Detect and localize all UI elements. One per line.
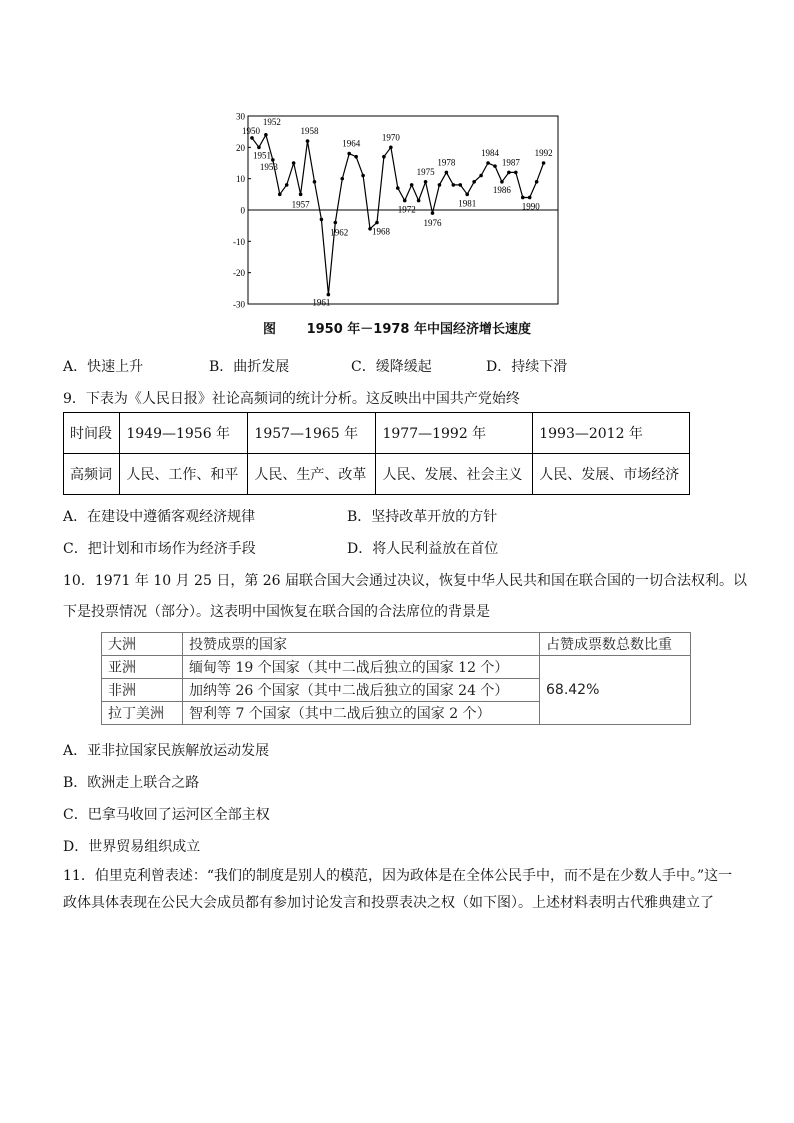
q10-option-c[interactable]: C．巴拿马收回了运河区全部主权 [63,807,270,823]
chart-title: 1950 年－1978 年中国经济增长速度 [306,322,531,337]
table-row [102,656,691,679]
q10-table [101,632,691,725]
y-tick-label: -30 [233,299,245,310]
q8-option-a[interactable]: A．快速上升 [63,359,144,375]
data-point [320,218,324,222]
data-point [445,171,449,175]
q9-table [63,412,690,495]
data-point [500,180,504,184]
figure-label: 图 [263,322,277,337]
table-cell: 亚洲 [102,656,183,679]
point-label: 1992 [534,148,553,158]
q9-option-a[interactable]: A．在建设中遵循客观经济规律 [63,509,256,525]
point-label: 1961 [312,297,331,308]
data-point [375,221,379,225]
q9-option-d[interactable]: D．将人民利益放在首位 [347,541,499,557]
table-cell: 拉丁美洲 [102,702,183,725]
table-cell: 人民、生产、改革 [248,454,376,495]
data-point [361,174,365,178]
y-tick-label: -20 [233,268,245,279]
growth-line-chart [228,112,562,312]
data-point [285,183,289,187]
table-cell: 1957—1965 年 [248,413,376,454]
table-cell: 人民、发展、市场经济 [533,454,690,495]
point-labels [242,117,553,308]
data-point [340,177,344,181]
point-label: 1962 [330,227,349,238]
data-point [514,171,518,175]
point-label: 1953 [259,161,278,172]
data-point [410,183,414,187]
table-cell: 智利等 7 个国家（其中二战后独立的国家 2 个） [183,702,540,725]
point-label: 1964 [342,138,361,149]
table-header-cell: 占赞成票数总数比重 [540,633,691,656]
data-point [417,199,421,203]
y-tick-label: 30 [236,112,245,122]
q10-stem-line2: 下是投票情况（部分）。这表明中国恢复在联合国的合法席位的背景是 [63,604,490,620]
point-label: 1976 [423,218,442,229]
table-cell: 高频词 [64,454,120,495]
table-cell: 缅甸等 19 个国家（其中二战后独立的国家 12 个） [183,656,540,679]
table-cell: 时间段 [64,413,120,454]
data-point [313,180,317,184]
chart-caption [0,318,794,337]
point-label: 1986 [492,184,511,195]
y-tick-label: 20 [236,142,245,153]
series-line [252,135,544,295]
q8-option-b[interactable]: B．曲折发展 [209,359,290,375]
table-cell: 1993—2012 年 [533,413,690,454]
table-cell: 人民、发展、社会主义 [376,454,533,495]
point-label: 1952 [262,116,281,127]
table-cell: 1949—1956 年 [120,413,248,454]
point-label: 1970 [381,132,400,143]
q9-option-b[interactable]: B．坚持改革开放的方针 [347,509,498,525]
table-cell: 非洲 [102,679,183,702]
data-point [347,152,351,156]
y-tick-label: -10 [233,236,245,247]
q9-option-c[interactable]: C．把计划和市场作为经济手段 [63,541,256,557]
data-point [507,171,511,175]
q8-option-d[interactable]: D．持续下滑 [486,359,568,375]
y-tick-label: 0 [240,205,245,216]
y-tick-label: 10 [236,174,245,185]
q10-stem-line1: 10．1971 年 10 月 25 日，第 26 届联合国大会通过决议，恢复中华人民共和国在联合国的一切合法权利。以 [63,573,748,589]
data-point [327,293,331,297]
point-label: 1981 [458,198,477,209]
point-label: 1958 [300,126,319,137]
point-label: 1978 [437,157,456,168]
data-point [438,183,442,187]
data-point [535,180,539,184]
data-point [479,174,483,178]
point-label: 1968 [371,226,390,237]
table-header-cell: 投赞成票的国家 [183,633,540,656]
ratio-cell: 68.42% [540,656,691,725]
point-label: 1972 [397,204,416,215]
data-point [528,196,532,200]
point-label: 1957 [291,199,310,210]
data-point [396,186,400,190]
data-point [403,199,407,203]
data-point [299,193,303,197]
data-point [458,183,462,187]
data-point [542,161,546,165]
point-label: 1987 [501,157,520,168]
data-point [306,139,310,143]
q10-option-a[interactable]: A．亚非拉国家民族解放运动发展 [63,743,270,759]
table-row [64,454,690,495]
q11-stem: 11．伯里克利曾表述：“我们的制度是别人的模范，因为政体是在全体公民手中，而不是在少数人手中。”这一政体具体表现在公民大会成员都有参加讨论发言和投票表决之权（如下图）。上述材料表明古代雅典建立了 [63,868,733,911]
point-label: 1975 [416,166,435,177]
table-cell: 人民、工作、和平 [120,454,248,495]
table-row [64,413,690,454]
table-header-row [102,633,691,656]
data-point [278,193,282,197]
data-point [472,180,476,184]
table-header-cell: 大洲 [102,633,183,656]
data-point [382,155,386,159]
q9-stem: 9．下表为《人民日报》社论高频词的统计分析。这反映出中国共产党始终 [63,391,520,407]
data-point [465,193,469,197]
q10-option-d[interactable]: D．世界贸易组织成立 [63,839,201,855]
data-point [354,155,358,159]
table-cell: 1977—1992 年 [376,413,533,454]
data-point [486,161,490,165]
data-point [452,183,456,187]
table-cell: 加纳等 26 个国家（其中二战后独立的国家 24 个） [183,679,540,702]
data-point [292,161,296,165]
data-point [389,146,393,150]
point-label: 1990 [521,201,540,212]
q10-option-b[interactable]: B．欧洲走上联合之路 [63,775,200,791]
data-point [264,133,268,137]
data-point [424,180,428,184]
data-point [521,196,525,200]
q8-option-c[interactable]: C．缓降缓起 [351,359,432,375]
data-point [493,164,497,168]
point-label: 1951 [252,150,271,161]
data-point [431,211,435,215]
data-point [250,136,254,140]
data-point [257,146,261,150]
data-point [334,221,338,225]
point-label: 1984 [481,148,500,158]
point-label: 1950 [242,125,260,136]
